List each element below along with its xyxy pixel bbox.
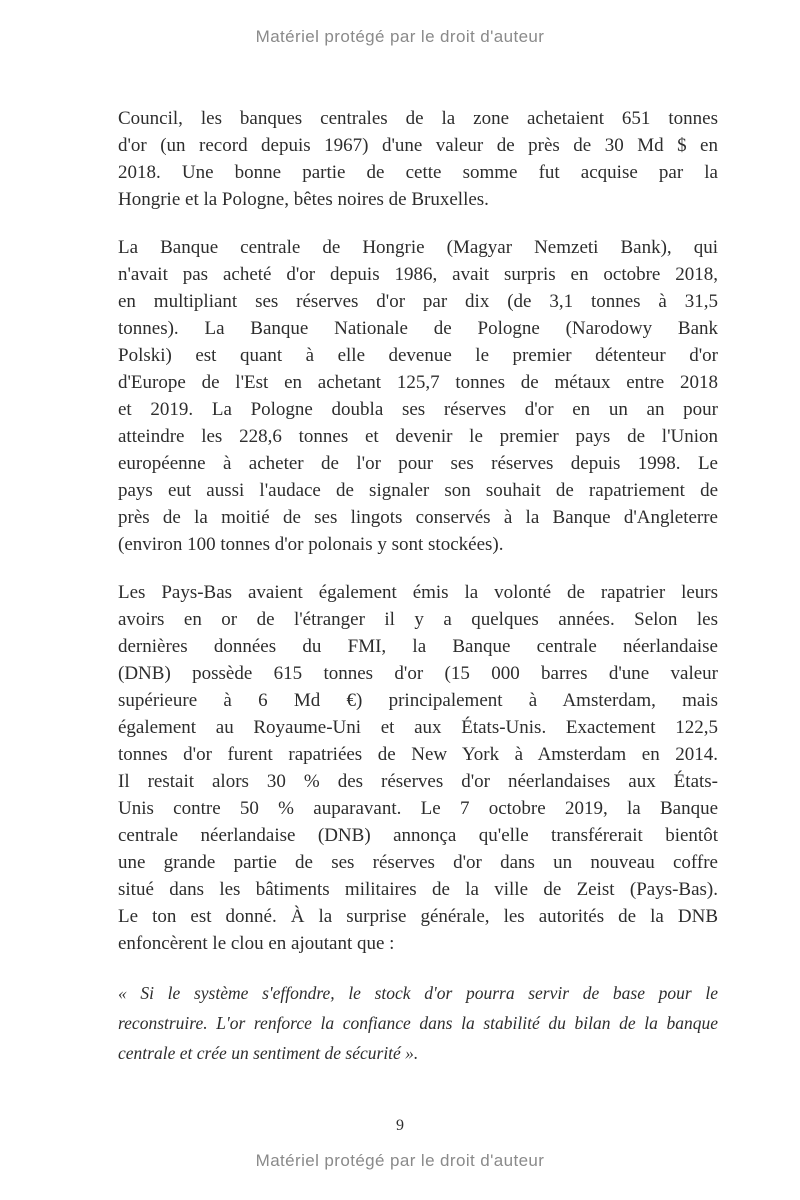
text-line: supérieure à 6 Md €) principalement à Amsterdam, mais	[118, 690, 718, 711]
text-line: et 2019. La Pologne doubla ses réserves d'or en un an pour	[118, 399, 718, 420]
text-line: tonnes). La Banque Nationale de Pologne (Narodowy Bank	[118, 318, 718, 339]
text-line: enfoncèrent le clou en ajoutant que :	[118, 933, 395, 954]
text-line: Il restait alors 30 % des réserves d'or néerlandaises aux États-	[118, 771, 718, 792]
paragraph	[118, 105, 718, 213]
text-line: d'Europe de l'Est en achetant 125,7 tonnes de métaux entre 2018	[118, 372, 718, 393]
text-line: d'or (un record depuis 1967) d'une valeur de près de 30 Md $ en	[118, 135, 718, 156]
text-line: en multipliant ses réserves d'or par dix (de 3,1 tonnes à 31,5	[118, 291, 718, 312]
text-line: « Si le système s'effondre, le stock d'or pourra servir de base pour le	[118, 983, 718, 1003]
text-line: 2018. Une bonne partie de cette somme fut acquise par la	[118, 162, 718, 183]
text-line: européenne à acheter de l'or pour ses réserves depuis 1998. Le	[118, 453, 718, 474]
text-line: également au Royaume-Uni et aux États-Unis. Exactement 122,5	[118, 717, 718, 738]
text-line: (environ 100 tonnes d'or polonais y sont stockées).	[118, 534, 504, 555]
text-line: une grande partie de ses réserves d'or dans un nouveau coffre	[118, 852, 718, 873]
text-line: Le ton est donné. À la surprise générale, les autorités de la DNB	[118, 906, 718, 927]
text-line: près de la moitié de ses lingots conservés à la Banque d'Angleterre	[118, 507, 718, 528]
text-block	[118, 105, 718, 1068]
text-line: atteindre les 228,6 tonnes et devenir le premier pays de l'Union	[118, 426, 718, 447]
text-line: situé dans les bâtiments militaires de la ville de Zeist (Pays-Bas).	[118, 879, 718, 900]
paragraph	[118, 234, 718, 558]
page-number: 9	[396, 1117, 404, 1134]
text-line: dernières données du FMI, la Banque centrale néerlandaise	[118, 636, 718, 657]
text-line: centrale et crée un sentiment de sécurité ».	[118, 1043, 419, 1063]
text-line: centrale néerlandaise (DNB) annonça qu'elle transférerait bientôt	[118, 825, 718, 846]
text-line: Unis contre 50 % auparavant. Le 7 octobre 2019, la Banque	[118, 798, 718, 819]
text-line: Hongrie et la Pologne, bêtes noires de Bruxelles.	[118, 189, 489, 210]
quote-paragraph	[118, 978, 718, 1068]
copyright-notice-top: Matériel protégé par le droit d'auteur	[255, 27, 545, 46]
text-line: (DNB) possède 615 tonnes d'or (15 000 barres d'une valeur	[118, 663, 718, 684]
copyright-notice-bottom: Matériel protégé par le droit d'auteur	[255, 1151, 545, 1170]
text-line: tonnes d'or furent rapatriées de New York à Amsterdam en 2014.	[118, 744, 718, 765]
text-line: pays eut aussi l'audace de signaler son souhait de rapatriement de	[118, 480, 718, 501]
text-line: Polski) est quant à elle devenue le premier détenteur d'or	[118, 345, 718, 366]
text-line: n'avait pas acheté d'or depuis 1986, avait surpris en octobre 2018,	[118, 264, 718, 285]
text-line: Council, les banques centrales de la zone achetaient 651 tonnes	[118, 108, 718, 129]
text-line: La Banque centrale de Hongrie (Magyar Nemzeti Bank), qui	[118, 237, 718, 258]
paragraph	[118, 579, 718, 957]
text-line: Les Pays-Bas avaient également émis la volonté de rapatrier leurs	[118, 582, 718, 603]
text-line: reconstruire. L'or renforce la confiance dans la stabilité du bilan de la banque	[118, 1013, 718, 1033]
text-line: avoirs en or de l'étranger il y a quelques années. Selon les	[118, 609, 718, 630]
